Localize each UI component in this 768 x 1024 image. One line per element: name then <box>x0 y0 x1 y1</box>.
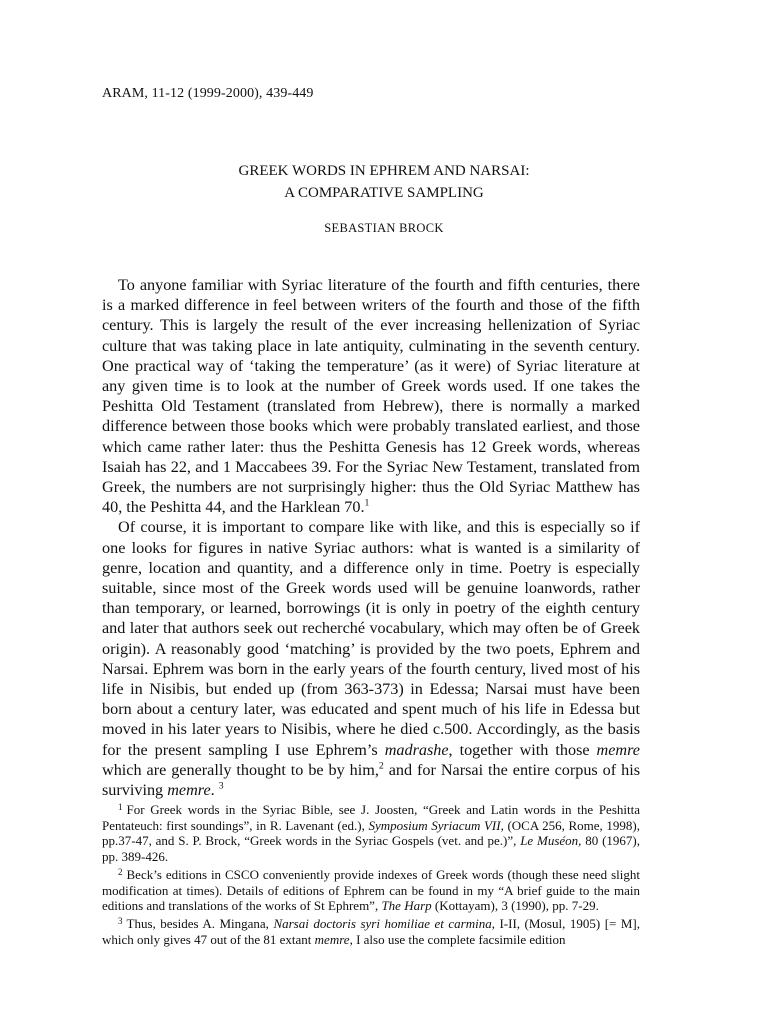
footnote-number: 1 <box>118 802 123 812</box>
paragraph-2-text: . <box>210 781 219 800</box>
footnote-text: 80 (1967), pp. 389-426. <box>102 833 640 865</box>
footnote-title: Symposium Syriacum VII, <box>368 817 504 833</box>
footnote-2 <box>102 865 640 914</box>
footnote-text: , I-II, (Mosul, 1905) [= M], which only gives 47 out of the 81 extant <box>102 915 640 947</box>
article-title-line-2: A COMPARATIVE SAMPLING <box>284 185 484 201</box>
footnote-text: For Greek words in the Syriac Bible, see J. Joosten, “Greek and Latin words in the Peshitta Pentateuch: first soundings”, in R. Lavenant (ed.), <box>102 802 640 833</box>
footnote-title: The Harp <box>381 898 432 914</box>
term-memre: memre <box>167 781 211 800</box>
footnote-title: Narsai doctoris syri homiliae et carmina <box>273 915 492 931</box>
footnote-ref-3: 3 <box>218 780 224 792</box>
footnote-text: Beck’s editions in CSCO conveniently provide indexes of Greek words (though these need slight modification at times). Details of editions of Ephrem can be found in my “A brief guide to the main editions and translations of the works of St Ephrem”, <box>102 866 640 914</box>
author-name: SEBASTIAN BROCK <box>324 221 444 235</box>
footnotes <box>102 800 640 947</box>
footnote-text: (OCA 256, Rome, 1998), pp.37-47, and S. P. Brock, “Greek words in the Syriac Gospels (vet. and pe.)”, <box>102 817 640 849</box>
paragraph-1 <box>102 275 640 517</box>
footnote-ref-1: 1 <box>364 497 370 509</box>
footnote-1 <box>102 800 640 865</box>
paragraph-2-text: Of course, it is important to compare like with like, and this is especially so if one looks for figures in native Syriac authors: what is wanted is a similarity of genre, location and quantity, and a difference only in time. Poetry is especially suitable, since most of the Greek words used will be genuine loanwords, rather than temporary, or learned, borrowings (it is only in poetry of the eighth century and later that authors seek out recherché vocabulary, which may often be of Greek origin). A reasonably good ‘matching’ is provided by the two poets, Ephrem and Narsai. Ephrem was born in the early years of the fourth century, lived most of his life in Nisibis, but ended up (from 363-373) in Edessa; Narsai must have been born about a century later, was educated and spent much of his life in Edessa but moved in his later years to Nisibis, where he died c.500. Accordingly, as the basis for the present sampling I use Ephrem’s <box>102 518 640 759</box>
article-title <box>0 160 768 204</box>
footnote-ref-2: 2 <box>378 760 384 772</box>
article-body <box>102 275 640 800</box>
term-madrashe: madrashe <box>384 740 449 759</box>
footnote-title: Le Muséon, <box>520 833 582 849</box>
footnote-title: memre, <box>314 931 353 947</box>
paragraph-2-text: which are generally thought to be by him, <box>102 760 379 779</box>
paragraph-2-text: , together with those <box>448 740 597 759</box>
footnote-number: 2 <box>118 866 123 877</box>
footnote-text: Thus, besides A. Mingana, <box>126 915 274 931</box>
footnote-3 <box>102 914 640 947</box>
footnote-text: I also use the complete facsimile edition <box>352 931 566 947</box>
paragraph-1-text: To anyone familiar with Syriac literature of the fourth and fifth centuries, there is a marked difference in feel between writers of the fourth and those of the fifth century. This is largely the result of the ever increasing hellenization of Syriac culture that was taking place in late antiquity, culminating in the seventh century. One practical way of ‘taking the temperature’ (as it were) of Syriac literature at any given time is to look at the number of Greek words used. If one takes the Peshitta Old Testament (translated from Hebrew), there is normally a marked difference between those books which were probably translated earliest, and those which came rather later: thus the Peshitta Genesis has 12 Greek words, whereas Isaiah has 22, and 1 Maccabees 39. For the Syriac New Testament, translated from Greek, the numbers are not surprisingly higher: thus the Old Syriac Matthew has 40, the Peshitta 44, and the Harklean 70. <box>102 276 640 517</box>
paragraph-2 <box>102 517 640 800</box>
footnote-text: (Kottayam), 3 (1990), pp. 7-29. <box>431 898 599 914</box>
journal-citation: ARAM, 11-12 (1999-2000), 439-449 <box>102 86 314 101</box>
paragraph-2-text: and for Narsai the entire corpus of his surviving <box>102 760 640 800</box>
article-title-line-1: GREEK WORDS IN EPHREM AND NARSAI: <box>238 163 530 179</box>
term-memre: memre <box>596 740 640 759</box>
footnote-number: 3 <box>118 915 123 926</box>
